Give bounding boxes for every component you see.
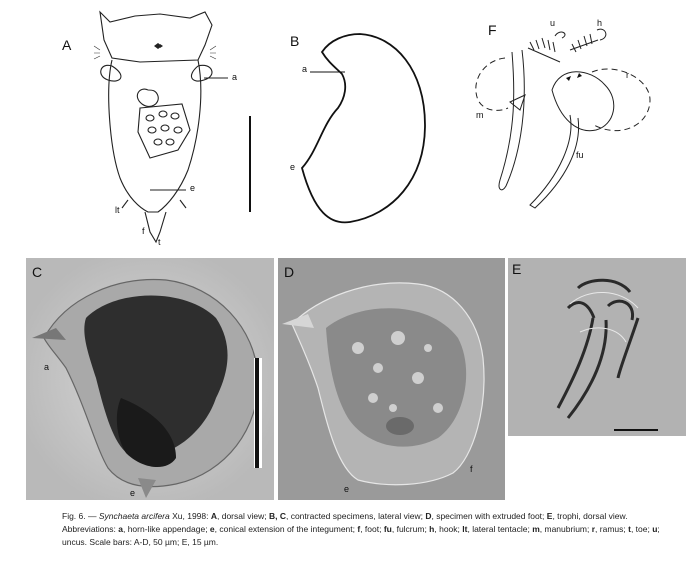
- photo-c: [26, 258, 274, 500]
- photo-c-image: [26, 258, 274, 500]
- photo-d-label-f: f: [470, 464, 473, 474]
- caption-key: A: [210, 511, 217, 521]
- panel-f-label-u: u: [550, 18, 556, 28]
- caption-abbr-text: , horn-like appendage;: [122, 524, 210, 534]
- photo-c-label-a: a: [44, 362, 50, 372]
- panel-f-letter: F: [488, 22, 497, 38]
- photo-c-letter: C: [32, 264, 43, 280]
- caption-abbr-text: , manubrium;: [539, 524, 592, 534]
- caption-abbr-key: a: [118, 524, 123, 534]
- caption-text: , contracted specimens, lateral view;: [285, 511, 426, 521]
- panel-a-letter: A: [62, 37, 72, 53]
- caption-dash: —: [85, 511, 99, 521]
- caption-abbr-key: h: [429, 524, 435, 534]
- photo-e-letter: E: [512, 261, 522, 277]
- panel-f-figure: [0, 0, 700, 250]
- panel-b-label-a: a: [302, 64, 308, 74]
- caption-abbr-text: ; uncus. Scale bars: A-D, 50 µm; E, 15 µm.: [62, 524, 660, 547]
- caption-key: E: [546, 511, 553, 521]
- panel-a-label-a: a: [232, 72, 238, 82]
- photo-d-label-e: e: [344, 484, 350, 494]
- photo-e-image: [508, 258, 686, 436]
- panel-f-label-fu: fu: [576, 150, 584, 160]
- caption-fig-label: Fig. 6.: [62, 511, 86, 521]
- caption-abbr-text: , fulcrum;: [391, 524, 430, 534]
- caption-abbr-text: , foot;: [360, 524, 384, 534]
- caption-abbr-text: , hook;: [434, 524, 463, 534]
- caption-text: , dorsal view;: [217, 511, 269, 521]
- panel-a-label-lt: lt: [115, 205, 120, 215]
- caption-key: B, C: [268, 511, 286, 521]
- caption-abbr-intro: Abbreviations:: [62, 524, 119, 534]
- figure-caption: [62, 510, 662, 549]
- caption-abbr-text: , ramus;: [595, 524, 629, 534]
- photo-d-letter: D: [284, 264, 295, 280]
- photo-e: [508, 258, 686, 436]
- photo-c-label-e: e: [130, 488, 136, 498]
- panel-a-label-e: e: [190, 183, 196, 193]
- caption-abbr-key: t: [628, 524, 631, 534]
- caption-abbr-key: f: [357, 524, 361, 534]
- panel-a-label-t: t: [158, 237, 161, 247]
- caption-key: D: [425, 511, 432, 521]
- photo-d: [278, 258, 505, 500]
- caption-abbr-key: m: [532, 524, 540, 534]
- panel-f-label-h: h: [597, 18, 603, 28]
- caption-abbr-key: r: [591, 524, 596, 534]
- panel-a-label-f: f: [142, 226, 145, 236]
- panel-f-label-r: r: [626, 70, 629, 80]
- caption-abbr-text: , toe;: [630, 524, 653, 534]
- caption-abbr-text: , lateral tentacle;: [467, 524, 533, 534]
- caption-abbr-key: fu: [383, 524, 392, 534]
- caption-abbr-key: e: [209, 524, 215, 534]
- caption-author: Xu, 1998:: [169, 511, 211, 521]
- caption-species: Synchaeta arcifera: [98, 511, 170, 521]
- caption-text: , trophi, dorsal view.: [552, 511, 628, 521]
- panel-f-label-m: m: [476, 110, 484, 120]
- panel-b-label-e: e: [290, 162, 296, 172]
- caption-abbr-key: lt: [462, 524, 468, 534]
- panel-b-letter: B: [290, 33, 300, 49]
- caption-text: , specimen with extruded foot;: [431, 511, 547, 521]
- caption-abbr-text: , conical extension of the integument;: [214, 524, 358, 534]
- caption-abbr-key: u: [652, 524, 658, 534]
